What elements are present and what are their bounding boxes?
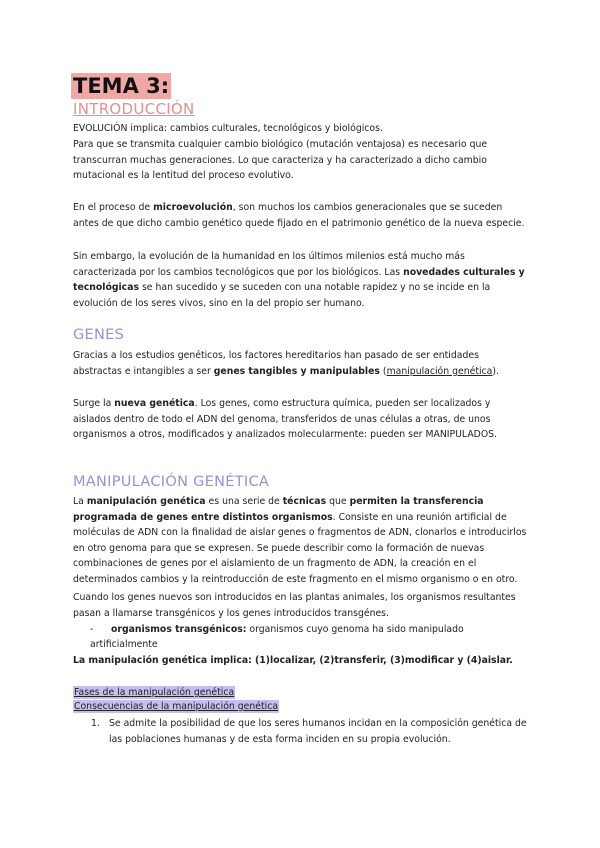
link-fases[interactable]: Fases de la manipulación genética [74,687,235,698]
manipulacion-paragraph-1: La manipulación genética es una serie de técnicas que permiten la transferencia programada de genes entre distintos organismos. Consiste en una reunión artificial de moléculas de ADN con la finalidad de aislar genes o fragmentos de ADN, clonarlos e introducirlos en otro genoma para que se expresen. Se puede describir como la formación de nuevas combinaciones de genes por el aislamiento de un fragmento de ADN, la creación en el determinados cambios y la reintroducción de este fragmento en el mismo organismo o en otro. [73,496,527,585]
page-title: TEMA 3: [73,74,170,98]
bullet-dash: - [90,624,94,635]
link-consecuencias[interactable]: Consecuencias de la manipulación genética [74,701,279,712]
manipulacion-paragraph-2: Cuando los genes nuevos son introducidos en las plantas animales, los organismos resultantes pasan a llamarse transgénicos y los genes introducidos transgénes. [73,592,516,619]
heading-introduccion: INTRODUCCIÓN [73,100,195,118]
numbered-list-item [91,716,531,748]
heading-genes: GENES [73,327,125,343]
intro-line: EVOLUCIÓN implica: cambios culturales, tecnológicos y biológicos. [73,123,383,134]
genes-paragraph-1: Gracias a los estudios genéticos, los factores hereditarios han pasado de ser entidades abstractas e intangibles a ser genes tangibles y manipulables (manipulación genética). [73,350,499,377]
heading-manipulacion-genetica: MANIPULACIÓN GENÉTICA [73,474,270,490]
list-number: 1. [91,718,100,729]
intro-paragraph-1: Para que se transmita cualquier cambio biológico (mutación ventajosa) es necesario que transcurran muchas generaciones. Lo que caracteriza y ha caracterizado a dicho cambio mutacional es la lentitud del proceso evolutivo. [73,139,488,182]
list-item: - organismos transgénicos: organismos cuyo genoma ha sido manipulado artificialmente [90,624,464,650]
list-item-text: Se admite la posibilidad de que los seres humanos incidan en la composición genética de las poblaciones humanas y de esta forma inciden en su propia evolución. [109,718,527,745]
manipulacion-genetica-link[interactable]: manipulación genética [386,365,493,377]
genes-paragraph-2: Surge la nueva genética. Los genes, como estructura química, pueden ser localizados y aislados dentro de todo el ADN del genoma, transferidos de unas células a otras, de unos organismos a otros, modificados y analizados molecularmente: pueden ser MANIPULADOS. [73,398,498,441]
intro-paragraph-3: Sin embargo, la evolución de la humanidad en los últimos milenios está mucho más caracterizada por los cambios tecnológicos que por los biológicos. Las novedades culturales y tecnológicas se han sucedido y se suceden con una notable rapidez y no se incide en la evolución de los seres vivos, sino en la del propio ser humano. [73,251,525,309]
intro-paragraph-2: En el proceso de microevolución, son muchos los cambios generacionales que se suceden antes de que dicho cambio genético quede fijado en el patrimonio genético de la nueva especie. [73,202,525,229]
implica-line: La manipulación genética implica: (1)localizar, (2)transferir, (3)modificar y (4)aislar. [73,655,513,666]
